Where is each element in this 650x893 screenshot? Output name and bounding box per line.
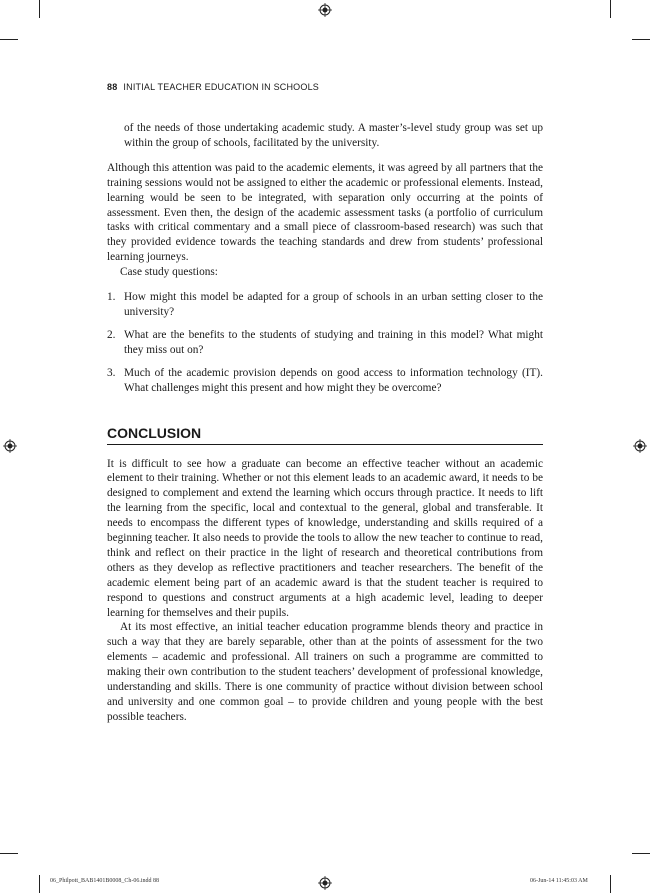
list-number: 2. — [107, 328, 116, 341]
crop-mark — [610, 875, 611, 893]
list-number: 1. — [107, 291, 116, 304]
page-number: 88 — [107, 82, 118, 92]
file-slug: 06_Philpott_BAB1401B0008_Ch-06.indd 88 — [50, 878, 160, 884]
registration-mark-icon — [318, 876, 332, 890]
list-item — [107, 328, 543, 358]
list-item — [107, 290, 543, 320]
crop-mark — [632, 39, 650, 40]
date-slug: 06-Jun-14 11:45:03 AM — [530, 878, 588, 884]
list-item-text: What are the benefits to the students of studying and training in this model? What might they miss out on? — [124, 328, 543, 356]
page-content — [107, 121, 543, 725]
registration-mark-icon — [633, 439, 647, 453]
list-item — [107, 366, 543, 396]
list-item-text: How might this model be adapted for a group of schools in an urban setting closer to the university? — [124, 291, 543, 318]
crop-mark — [39, 0, 40, 18]
running-head — [107, 82, 319, 92]
paragraph: It is difficult to see how a graduate can become an effective teacher without an academic element to their training. Whether or not this element leads to an academic award, it needs to be designed to complement and extend the learning which occurs through practice. It needs to lift the learning from the specific, local and contextual to the general, global and transferable. It needs to encompass the different types of knowledge, understanding and skills required of a beginning teacher. It also needs to provide the tools to allow the new teacher to continue to read, think and reflect on their practice in the light of research and theoretical contributions from others as they develop as reflective practitioners and teacher researchers. The benefit of the academic element being part of an academic award is that the student teacher is required to respond to questions and construct arguments at a high academic level, leading to deeper learning for themselves and their pupils. — [107, 457, 543, 619]
registration-mark-icon — [318, 3, 332, 17]
list-item-text: Much of the academic provision depends on good access to information technology (IT). What challenges might this present and how might they be overcome? — [124, 366, 543, 394]
question-list — [107, 290, 543, 395]
running-head-title: INITIAL TEACHER EDUCATION IN SCHOOLS — [123, 82, 319, 92]
paragraph: Although this attention was paid to the academic elements, it was agreed by all partners that the training sessions would not be assigned to either the academic or professional elements. Instead, learning would be seen to be integrated, with separation only occurring at the points of assessment. Even then, the design of the academic assessment tasks (a portfolio of curriculum tasks with critical commentary and a small piece of classroom-based research) was such that they provided evidence towards the teaching standards and drew from students’ professional learning journeys. — [107, 161, 543, 264]
crop-mark — [0, 853, 18, 854]
section-heading: CONCLUSION — [107, 425, 543, 445]
case-study-questions-label: Case study questions: — [120, 266, 218, 279]
crop-mark — [39, 875, 40, 893]
case-study-continuation: of the needs of those undertaking academic study. A master’s-level study group was set up within the group of schools, facilitated by the university. — [124, 122, 543, 149]
registration-mark-icon — [3, 439, 17, 453]
crop-mark — [0, 39, 18, 40]
list-number: 3. — [107, 366, 116, 379]
crop-mark — [632, 853, 650, 854]
paragraph: At its most effective, an initial teacher education programme blends theory and practice in such a way that they are barely separable, other than at the points of assessment for the two elements – academic and professional. All trainers on such a programme are committed to making their own contribution to the student teachers’ development of professional knowledge, understanding and skills. There is one community of practice without division between school and university and one common goal – to provide children and young people with the best possible teachers. — [107, 621, 543, 723]
crop-mark — [610, 0, 611, 18]
